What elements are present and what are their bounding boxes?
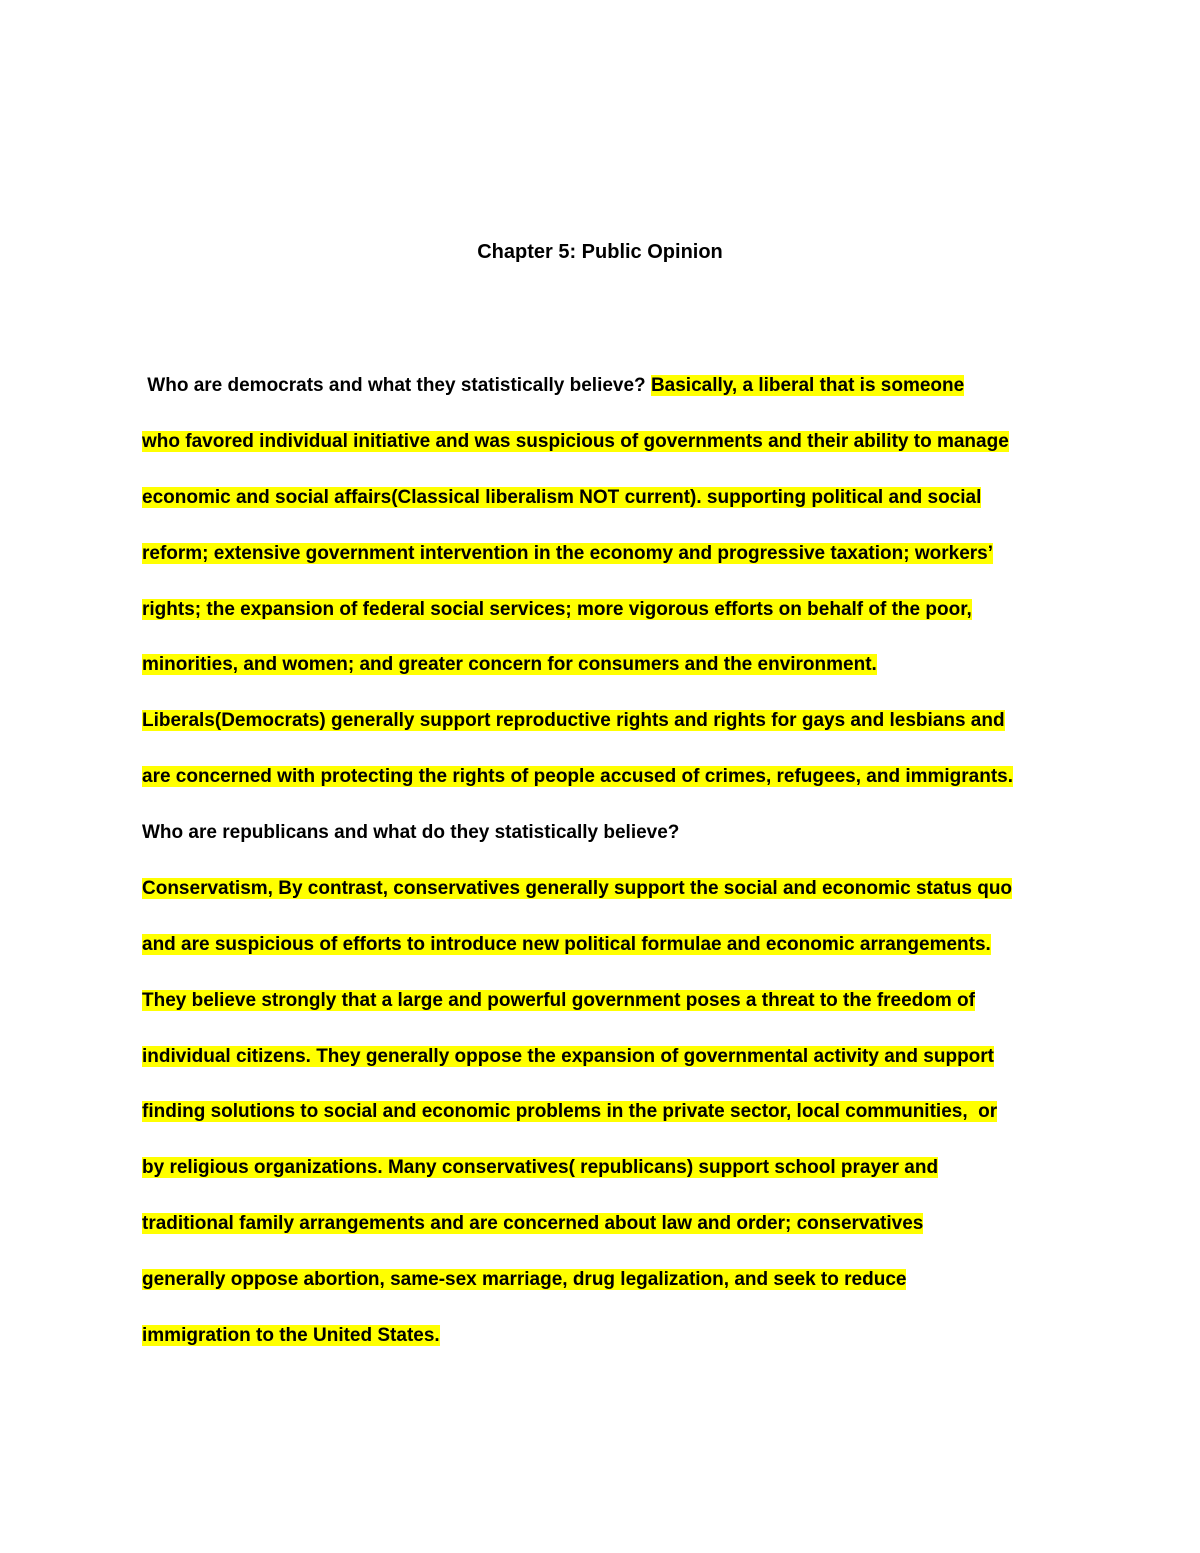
page-title: Chapter 5: Public Opinion [477, 241, 723, 263]
q2-line-6 [142, 1154, 938, 1182]
q2-line-3 [142, 987, 975, 1015]
q2-line-4 [142, 1043, 994, 1071]
q2-line-7 [142, 1210, 923, 1238]
q2-line-2 [142, 931, 991, 959]
q1-line-4 [142, 540, 993, 568]
q1-answer-line: minorities, and women; and greater concern for consumers and the environment. [142, 654, 877, 675]
q2-answer-line: They believe strongly that a large and powerful government poses a threat to the freedom of [142, 990, 975, 1011]
q2-line-9 [142, 1322, 440, 1350]
q2-answer-line: immigration to the United States. [142, 1325, 440, 1346]
q1-answer-line: reform; extensive government intervention in the economy and progressive taxation; workers’ [142, 543, 994, 564]
q1-answer-line: are concerned with protecting the rights of people accused of crimes, refugees, and immigrants. [142, 766, 1014, 787]
q1-answer-line: who favored individual initiative and was suspicious of governments and their ability to manage [142, 431, 1009, 452]
q1-line-3 [142, 484, 981, 512]
q2-answer-line: finding solutions to social and economic problems in the private sector, local communities, or [142, 1101, 998, 1122]
q1-line-7 [142, 707, 1005, 735]
q1-answer-line: Basically, a liberal that is someone [650, 375, 965, 396]
q1-line-8 [142, 763, 1013, 791]
q2-answer-line: by religious organizations. Many conservatives( republicans) support school prayer and [142, 1157, 939, 1178]
q1-question: Who are democrats and what they statistically believe? [142, 375, 651, 396]
q1-answer-line: economic and social affairs(Classical liberalism NOT current). supporting political and social [142, 487, 982, 508]
q1-line-2 [142, 428, 1009, 456]
q2-line-1 [142, 875, 1012, 903]
q2-line-8 [142, 1266, 906, 1294]
q2-answer-line: generally oppose abortion, same-sex marriage, drug legalization, and seek to reduce [142, 1269, 907, 1290]
q2-answer-line: traditional family arrangements and are concerned about law and order; conservatives [142, 1213, 924, 1234]
q2-answer-line: Conservatism, By contrast, conservatives generally support the social and economic status quo [142, 878, 1013, 899]
q2-answer-line: individual citizens. They generally oppose the expansion of governmental activity and support [142, 1046, 995, 1067]
q1-answer-line: Liberals(Democrats) generally support reproductive rights and rights for gays and lesbians and [142, 710, 1005, 731]
q1-answer-line: rights; the expansion of federal social services; more vigorous efforts on behalf of the poor, [142, 599, 972, 620]
q2-line-5 [142, 1098, 997, 1126]
q1-line-5 [142, 596, 972, 624]
q2-answer-line: and are suspicious of efforts to introduce new political formulae and economic arrangements. [142, 934, 991, 955]
q2-question: Who are republicans and what do they statistically believe? [142, 822, 680, 843]
q1-line-6 [142, 651, 877, 679]
q1-line-1 [142, 372, 964, 400]
